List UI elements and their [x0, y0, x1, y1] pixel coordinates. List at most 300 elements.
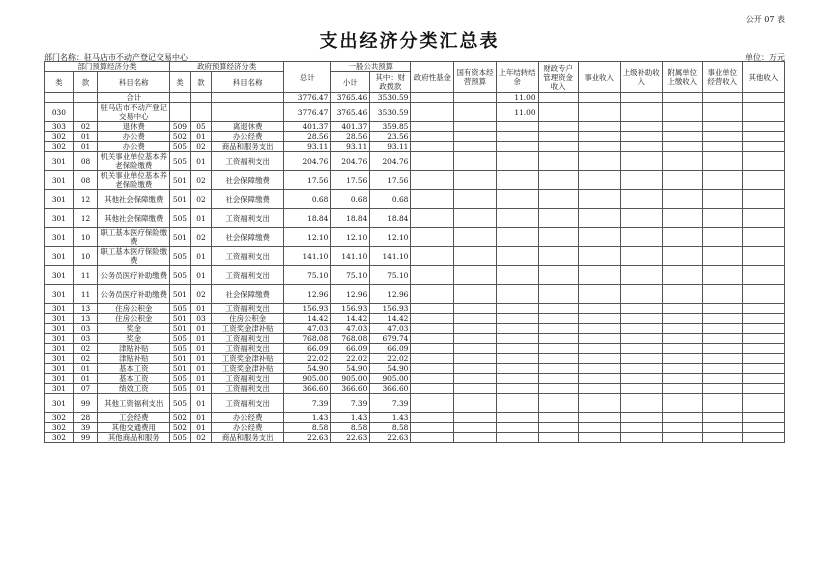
header-operating-income: 事业单位经营收入 — [702, 62, 742, 93]
carryover-cell — [496, 394, 538, 413]
table-row — [45, 266, 785, 285]
total-cell: 8.58 — [284, 423, 331, 433]
lei-cell: 301 — [45, 384, 74, 394]
subtotal-cell: 75.10 — [331, 266, 370, 285]
gov-subject-cell: 工资福利支出 — [212, 344, 284, 354]
upper-subsidy-cell — [620, 152, 662, 171]
special-mgmt-cell — [538, 171, 578, 190]
total-cell: 12.10 — [284, 228, 331, 247]
other-income-cell — [742, 228, 784, 247]
kuan-cell: 02 — [73, 354, 98, 364]
other-income-cell — [742, 247, 784, 266]
affiliated-income-cell — [662, 344, 702, 354]
table-row — [45, 304, 785, 314]
other-income-cell — [742, 266, 784, 285]
header-lei: 类 — [45, 72, 74, 93]
table-row — [45, 142, 785, 152]
gov-subject-cell: 工资福利支出 — [212, 374, 284, 384]
other-income-cell — [742, 324, 784, 334]
fiscal-cell: 23.56 — [370, 132, 411, 142]
operating-income-cell — [702, 324, 742, 334]
table-row — [45, 394, 785, 413]
business-income-cell — [578, 152, 620, 171]
gov-kuan-cell — [190, 93, 212, 103]
affiliated-income-cell — [662, 247, 702, 266]
other-income-cell — [742, 122, 784, 132]
lei-cell: 301 — [45, 285, 74, 304]
gov-lei-cell: 509 — [170, 122, 191, 132]
subtotal-cell: 156.93 — [331, 304, 370, 314]
total-cell: 3776.47 — [284, 103, 331, 122]
business-income-cell — [578, 103, 620, 122]
header-other-income: 其他收入 — [742, 62, 784, 93]
gov-kuan-cell — [190, 103, 212, 122]
other-income-cell — [742, 344, 784, 354]
gov-fund-cell — [411, 304, 454, 314]
gov-subject-cell: 工资福利支出 — [212, 384, 284, 394]
lei-cell: 302 — [45, 142, 74, 152]
gov-subject-cell: 工资福利支出 — [212, 247, 284, 266]
subject-cell: 其他社会保障缴费 — [98, 209, 170, 228]
gov-lei-cell: 505 — [170, 394, 191, 413]
state-capital-cell — [454, 285, 496, 304]
subject-cell: 办公费 — [98, 132, 170, 142]
gov-lei-cell: 505 — [170, 334, 191, 344]
gov-fund-cell — [411, 152, 454, 171]
kuan-cell: 01 — [73, 132, 98, 142]
gov-kuan-cell: 01 — [190, 364, 212, 374]
kuan-cell: 10 — [73, 228, 98, 247]
operating-income-cell — [702, 142, 742, 152]
gov-fund-cell — [411, 247, 454, 266]
subtotal-cell: 28.56 — [331, 132, 370, 142]
affiliated-income-cell — [662, 285, 702, 304]
table-row — [45, 433, 785, 443]
carryover-cell — [496, 247, 538, 266]
business-income-cell — [578, 93, 620, 103]
kuan-cell: 99 — [73, 394, 98, 413]
carryover-cell — [496, 413, 538, 423]
upper-subsidy-cell — [620, 334, 662, 344]
other-income-cell — [742, 142, 784, 152]
operating-income-cell — [702, 364, 742, 374]
other-income-cell — [742, 394, 784, 413]
fiscal-cell: 17.56 — [370, 171, 411, 190]
subject-cell: 办公费 — [98, 142, 170, 152]
fiscal-cell: 22.63 — [370, 433, 411, 443]
gov-lei-cell: 501 — [170, 190, 191, 209]
state-capital-cell — [454, 122, 496, 132]
gov-fund-cell — [411, 285, 454, 304]
table-body — [45, 93, 785, 443]
kuan-cell: 08 — [73, 152, 98, 171]
special-mgmt-cell — [538, 304, 578, 314]
lei-cell — [45, 93, 74, 103]
kuan-cell: 03 — [73, 334, 98, 344]
total-cell: 0.68 — [284, 190, 331, 209]
gov-subject-cell: 社会保障缴费 — [212, 190, 284, 209]
upper-subsidy-cell — [620, 93, 662, 103]
carryover-cell — [496, 334, 538, 344]
state-capital-cell — [454, 433, 496, 443]
table-row — [45, 334, 785, 344]
subject-cell: 基本工资 — [98, 374, 170, 384]
other-income-cell — [742, 423, 784, 433]
other-income-cell — [742, 152, 784, 171]
carryover-cell — [496, 384, 538, 394]
total-cell: 3776.47 — [284, 93, 331, 103]
header-subtotal: 小计 — [331, 72, 370, 93]
operating-income-cell — [702, 209, 742, 228]
gov-lei-cell: 501 — [170, 285, 191, 304]
subject-cell: 机关事业单位基本养老保险缴费 — [98, 152, 170, 171]
carryover-cell — [496, 285, 538, 304]
business-income-cell — [578, 247, 620, 266]
gov-fund-cell — [411, 142, 454, 152]
gov-kuan-cell: 01 — [190, 344, 212, 354]
gov-lei-cell: 505 — [170, 266, 191, 285]
special-mgmt-cell — [538, 374, 578, 384]
state-capital-cell — [454, 394, 496, 413]
table-row — [45, 209, 785, 228]
subtotal-cell: 1.43 — [331, 413, 370, 423]
gov-fund-cell — [411, 394, 454, 413]
gov-lei-cell: 501 — [170, 228, 191, 247]
subtotal-cell: 905.00 — [331, 374, 370, 384]
carryover-cell — [496, 228, 538, 247]
upper-subsidy-cell — [620, 247, 662, 266]
subtotal-cell: 366.60 — [331, 384, 370, 394]
upper-subsidy-cell — [620, 374, 662, 384]
lei-cell: 303 — [45, 122, 74, 132]
subject-cell: 机关事业单位基本养老保险缴费 — [98, 171, 170, 190]
gov-lei-cell: 501 — [170, 364, 191, 374]
subtotal-cell: 768.08 — [331, 334, 370, 344]
special-mgmt-cell — [538, 334, 578, 344]
lei-cell: 301 — [45, 152, 74, 171]
total-cell: 905.00 — [284, 374, 331, 384]
total-cell: 66.09 — [284, 344, 331, 354]
special-mgmt-cell — [538, 228, 578, 247]
gov-fund-cell — [411, 266, 454, 285]
form-number: 公开 07 表 — [745, 15, 785, 24]
state-capital-cell — [454, 384, 496, 394]
gov-kuan-cell: 01 — [190, 209, 212, 228]
affiliated-income-cell — [662, 334, 702, 344]
gov-lei-cell — [170, 93, 191, 103]
other-income-cell — [742, 433, 784, 443]
kuan-cell: 03 — [73, 324, 98, 334]
state-capital-cell — [454, 354, 496, 364]
business-income-cell — [578, 142, 620, 152]
other-income-cell — [742, 285, 784, 304]
subject-cell: 职工基本医疗保险缴费 — [98, 247, 170, 266]
affiliated-income-cell — [662, 228, 702, 247]
state-capital-cell — [454, 190, 496, 209]
business-income-cell — [578, 344, 620, 354]
state-capital-cell — [454, 364, 496, 374]
business-income-cell — [578, 324, 620, 334]
business-income-cell — [578, 190, 620, 209]
subtotal-cell: 0.68 — [331, 190, 370, 209]
gov-lei-cell: 505 — [170, 247, 191, 266]
gov-lei-cell: 505 — [170, 142, 191, 152]
subject-cell: 其他社会保障缴费 — [98, 190, 170, 209]
other-income-cell — [742, 103, 784, 122]
subtotal-cell: 14.42 — [331, 314, 370, 324]
kuan-cell: 01 — [73, 374, 98, 384]
gov-kuan-cell: 01 — [190, 413, 212, 423]
lei-cell: 301 — [45, 354, 74, 364]
gov-kuan-cell: 01 — [190, 152, 212, 171]
upper-subsidy-cell — [620, 142, 662, 152]
other-income-cell — [742, 364, 784, 374]
business-income-cell — [578, 413, 620, 423]
gov-fund-cell — [411, 384, 454, 394]
operating-income-cell — [702, 247, 742, 266]
gov-subject-cell: 工资福利支出 — [212, 334, 284, 344]
special-mgmt-cell — [538, 132, 578, 142]
gov-kuan-cell: 01 — [190, 304, 212, 314]
special-mgmt-cell — [538, 423, 578, 433]
other-income-cell — [742, 374, 784, 384]
special-mgmt-cell — [538, 190, 578, 209]
operating-income-cell — [702, 122, 742, 132]
other-income-cell — [742, 304, 784, 314]
gov-lei-cell: 505 — [170, 209, 191, 228]
gov-fund-cell — [411, 93, 454, 103]
state-capital-cell — [454, 93, 496, 103]
total-cell: 22.63 — [284, 433, 331, 443]
kuan-cell: 39 — [73, 423, 98, 433]
operating-income-cell — [702, 394, 742, 413]
total-cell: 17.56 — [284, 171, 331, 190]
state-capital-cell — [454, 344, 496, 354]
business-income-cell — [578, 285, 620, 304]
business-income-cell — [578, 364, 620, 374]
subject-cell: 职工基本医疗保险缴费 — [98, 228, 170, 247]
operating-income-cell — [702, 103, 742, 122]
gov-fund-cell — [411, 132, 454, 142]
table-row — [45, 423, 785, 433]
state-capital-cell — [454, 374, 496, 384]
total-cell: 366.60 — [284, 384, 331, 394]
fiscal-cell: 66.09 — [370, 344, 411, 354]
fiscal-cell: 18.84 — [370, 209, 411, 228]
header-gov-subject: 科目名称 — [212, 72, 284, 93]
fiscal-cell: 14.42 — [370, 314, 411, 324]
gov-subject-cell: 工资奖金津补贴 — [212, 354, 284, 364]
state-capital-cell — [454, 209, 496, 228]
carryover-cell — [496, 266, 538, 285]
lei-cell: 301 — [45, 374, 74, 384]
state-capital-cell — [454, 304, 496, 314]
carryover-cell — [496, 209, 538, 228]
kuan-cell — [73, 93, 98, 103]
header-gov-group: 政府预算经济分类 — [170, 62, 284, 72]
upper-subsidy-cell — [620, 324, 662, 334]
upper-subsidy-cell — [620, 266, 662, 285]
other-income-cell — [742, 93, 784, 103]
gov-subject-cell — [212, 93, 284, 103]
gov-lei-cell: 502 — [170, 413, 191, 423]
subject-cell: 奖金 — [98, 334, 170, 344]
total-cell: 22.02 — [284, 354, 331, 364]
subject-cell: 合计 — [98, 93, 170, 103]
affiliated-income-cell — [662, 433, 702, 443]
gov-fund-cell — [411, 314, 454, 324]
lei-cell: 301 — [45, 266, 74, 285]
subtotal-cell: 47.03 — [331, 324, 370, 334]
carryover-cell — [496, 132, 538, 142]
gov-lei-cell: 502 — [170, 423, 191, 433]
lei-cell: 301 — [45, 247, 74, 266]
lei-cell: 301 — [45, 171, 74, 190]
kuan-cell: 11 — [73, 266, 98, 285]
subtotal-cell: 3765.46 — [331, 93, 370, 103]
header-general-group: 一般公共预算 — [331, 62, 411, 72]
header-kuan: 款 — [73, 72, 98, 93]
kuan-cell: 99 — [73, 433, 98, 443]
carryover-cell — [496, 324, 538, 334]
lei-cell: 302 — [45, 132, 74, 142]
lei-cell: 301 — [45, 228, 74, 247]
fiscal-cell: 204.76 — [370, 152, 411, 171]
fiscal-cell: 141.10 — [370, 247, 411, 266]
header-upper-subsidy: 上级补助收入 — [620, 62, 662, 93]
lei-cell: 030 — [45, 103, 74, 122]
kuan-cell: 13 — [73, 304, 98, 314]
header-gov-fund: 政府性基金 — [411, 62, 454, 93]
upper-subsidy-cell — [620, 344, 662, 354]
kuan-cell: 01 — [73, 364, 98, 374]
gov-kuan-cell: 01 — [190, 266, 212, 285]
total-cell: 768.08 — [284, 334, 331, 344]
subtotal-cell: 22.02 — [331, 354, 370, 364]
operating-income-cell — [702, 285, 742, 304]
special-mgmt-cell — [538, 364, 578, 374]
affiliated-income-cell — [662, 413, 702, 423]
fiscal-cell: 75.10 — [370, 266, 411, 285]
state-capital-cell — [454, 334, 496, 344]
upper-subsidy-cell — [620, 132, 662, 142]
subject-cell: 驻马店市不动产登记交易中心 — [98, 103, 170, 122]
business-income-cell — [578, 334, 620, 344]
subtotal-cell: 7.39 — [331, 394, 370, 413]
special-mgmt-cell — [538, 433, 578, 443]
special-mgmt-cell — [538, 103, 578, 122]
carryover-cell — [496, 423, 538, 433]
special-mgmt-cell — [538, 285, 578, 304]
upper-subsidy-cell — [620, 433, 662, 443]
table-row — [45, 374, 785, 384]
gov-kuan-cell: 05 — [190, 122, 212, 132]
other-income-cell — [742, 384, 784, 394]
subtotal-cell: 12.96 — [331, 285, 370, 304]
header-fiscal: 其中：财政拨款 — [370, 72, 411, 93]
table-row — [45, 122, 785, 132]
gov-lei-cell: 505 — [170, 344, 191, 354]
gov-subject-cell — [212, 103, 284, 122]
upper-subsidy-cell — [620, 314, 662, 324]
subject-cell: 工会经费 — [98, 413, 170, 423]
table-row — [45, 93, 785, 103]
total-cell: 14.42 — [284, 314, 331, 324]
operating-income-cell — [702, 354, 742, 364]
gov-kuan-cell: 02 — [190, 228, 212, 247]
affiliated-income-cell — [662, 142, 702, 152]
state-capital-cell — [454, 413, 496, 423]
header-special-mgmt: 财政专户管理资金收入 — [538, 62, 578, 93]
gov-kuan-cell: 01 — [190, 423, 212, 433]
carryover-cell — [496, 344, 538, 354]
lei-cell: 301 — [45, 324, 74, 334]
header-affiliated-income: 附属单位上缴收入 — [662, 62, 702, 93]
lei-cell: 302 — [45, 413, 74, 423]
total-cell: 401.37 — [284, 122, 331, 132]
kuan-cell: 12 — [73, 209, 98, 228]
gov-lei-cell: 501 — [170, 324, 191, 334]
total-cell: 7.39 — [284, 394, 331, 413]
total-cell: 156.93 — [284, 304, 331, 314]
unit-label: 单位：万元 — [745, 53, 785, 62]
table-row — [45, 384, 785, 394]
special-mgmt-cell — [538, 93, 578, 103]
subtotal-cell: 22.63 — [331, 433, 370, 443]
affiliated-income-cell — [662, 122, 702, 132]
fiscal-cell: 3530.59 — [370, 103, 411, 122]
table-row — [45, 247, 785, 266]
gov-subject-cell: 办公经费 — [212, 423, 284, 433]
table-row — [45, 354, 785, 364]
upper-subsidy-cell — [620, 103, 662, 122]
table-row — [45, 190, 785, 209]
header-carryover: 上年结转结余 — [496, 62, 538, 93]
state-capital-cell — [454, 152, 496, 171]
other-income-cell — [742, 354, 784, 364]
state-capital-cell — [454, 266, 496, 285]
gov-kuan-cell: 01 — [190, 247, 212, 266]
department-label: 部门名称：驻马店市不动产登记交易中心 — [44, 53, 188, 62]
gov-subject-cell: 工资奖金津补贴 — [212, 324, 284, 334]
gov-fund-cell — [411, 171, 454, 190]
gov-subject-cell: 商品和服务支出 — [212, 433, 284, 443]
kuan-cell: 11 — [73, 285, 98, 304]
gov-fund-cell — [411, 228, 454, 247]
business-income-cell — [578, 423, 620, 433]
gov-kuan-cell: 03 — [190, 314, 212, 324]
fiscal-cell: 54.90 — [370, 364, 411, 374]
subject-cell: 公务员医疗补助缴费 — [98, 266, 170, 285]
state-capital-cell — [454, 228, 496, 247]
special-mgmt-cell — [538, 314, 578, 324]
upper-subsidy-cell — [620, 364, 662, 374]
upper-subsidy-cell — [620, 423, 662, 433]
gov-lei-cell — [170, 103, 191, 122]
header-business-income: 事业收入 — [578, 62, 620, 93]
upper-subsidy-cell — [620, 394, 662, 413]
header-row-1 — [45, 62, 785, 72]
business-income-cell — [578, 314, 620, 324]
gov-subject-cell: 工资福利支出 — [212, 266, 284, 285]
gov-fund-cell — [411, 122, 454, 132]
carryover-cell — [496, 122, 538, 132]
other-income-cell — [742, 171, 784, 190]
subtotal-cell: 141.10 — [331, 247, 370, 266]
gov-fund-cell — [411, 354, 454, 364]
kuan-cell: 13 — [73, 314, 98, 324]
gov-kuan-cell: 02 — [190, 171, 212, 190]
